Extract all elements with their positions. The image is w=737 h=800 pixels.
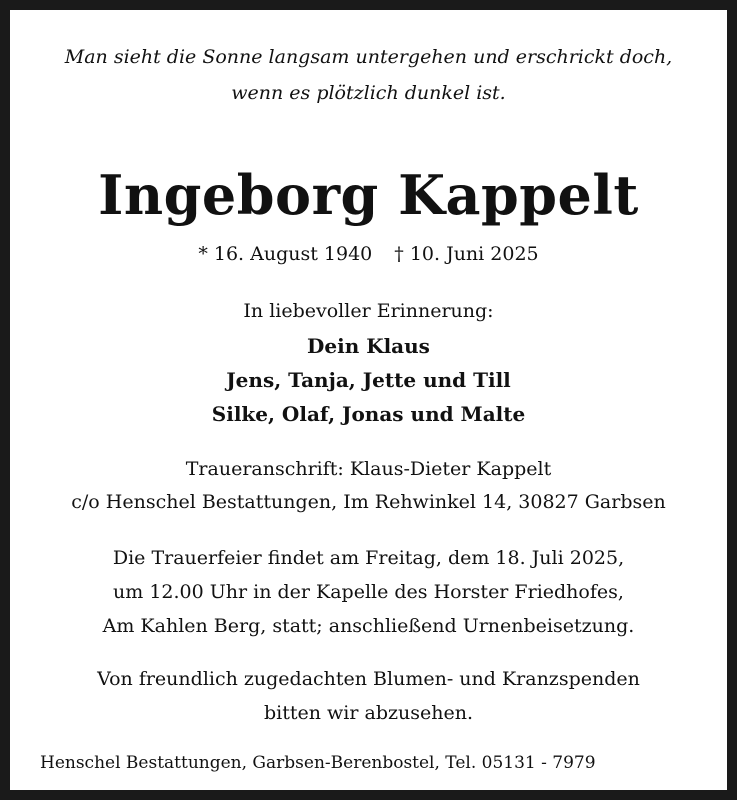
mourner-line: Jens, Tanja, Jette und Till xyxy=(226,368,511,392)
flowers-line-1: Von freundlich zugedachten Blumen- und Kranzspenden xyxy=(97,668,640,690)
mourner-line: Silke, Olaf, Jonas und Malte xyxy=(211,402,526,426)
mourning-address-line-2: c/o Henschel Bestattungen, Im Rehwinkel 14, 30827 Garbsen xyxy=(71,491,666,513)
ceremony-line-2: um 12.00 Uhr in der Kapelle des Horster Friedhofes, xyxy=(113,581,624,603)
mourners-intro: In liebevoller Erinnerung: xyxy=(243,300,494,322)
ceremony-line-1: Die Trauerfeier findet am Freitag, dem 18. Juli 2025, xyxy=(112,547,625,569)
funeral-home-footer: Henschel Bestattungen, Garbsen-Berenbostel, Tel. 05131 - 7979 xyxy=(40,753,596,773)
motto-line-2: wenn es plötzlich dunkel ist. xyxy=(231,82,506,104)
mourner-line: Dein Klaus xyxy=(307,334,430,358)
birth-date: * 16. August 1940 xyxy=(198,243,373,265)
death-date: † 10. Juni 2025 xyxy=(394,243,539,265)
ceremony-line-3: Am Kahlen Berg, statt; anschließend Urnenbeisetzung. xyxy=(102,615,635,637)
deceased-name: Ingeborg Kappelt xyxy=(98,163,639,227)
life-dates xyxy=(10,243,727,265)
mourning-address-line-1: Traueranschrift: Klaus-Dieter Kappelt xyxy=(185,458,552,480)
flowers-line-2: bitten wir abzusehen. xyxy=(264,702,473,724)
motto-line-1: Man sieht die Sonne langsam untergehen und erschrickt doch, xyxy=(64,46,673,68)
